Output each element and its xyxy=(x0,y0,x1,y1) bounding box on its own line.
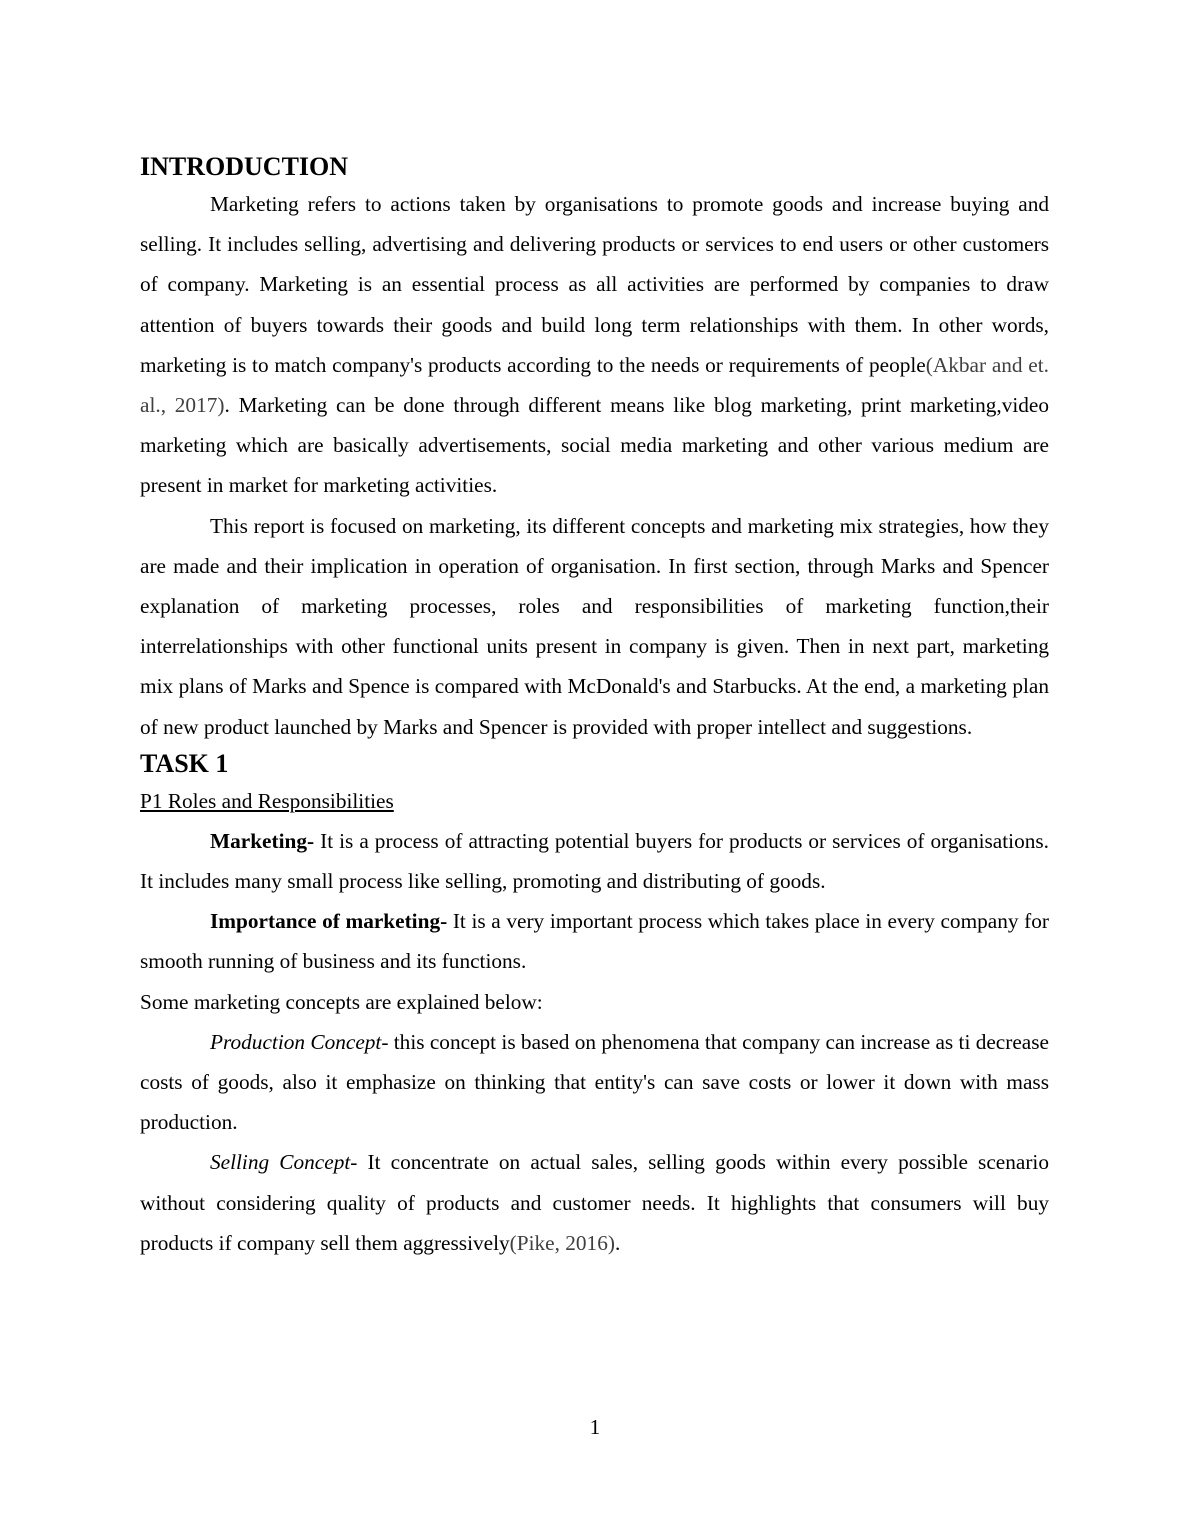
task-1-heading: TASK 1 xyxy=(140,748,229,778)
production-concept-text: this concept is based on phenomena that company can increase as ti decrease costs of goods, also it emphasize on thinking that entity's can save costs or lower it down with mass production. xyxy=(140,1029,1049,1135)
marketing-label: Marketing- xyxy=(210,828,315,853)
page-number: 1 xyxy=(589,1415,601,1439)
importance-paragraph xyxy=(140,901,1049,981)
intro-paragraph-2: This report is focused on marketing, its different concepts and marketing mix strategies, how they are made and their implication in operation of organisation. In first section, through Marks and Spencer explanation of marketing processes, roles and responsibilities of marketing function,their interrelationships with other functional units present in company is given. Then in next part, marketing mix plans of Marks and Spence is compared with McDonald's and Starbucks. At the end, a marketing plan of new product launched by Marks and Spencer is provided with proper intellect and suggestions. xyxy=(140,513,1049,739)
introduction-heading: INTRODUCTION xyxy=(140,152,349,181)
selling-concept-label: Selling Concept- xyxy=(210,1150,358,1175)
marketing-text: It is a process of attracting potential buyers for products or services of organisations. It includes many small process like selling, promoting and distributing of goods. xyxy=(140,828,1049,894)
citation-akbar: (Akbar and et. al., 2017) xyxy=(140,352,1050,418)
document-page xyxy=(140,150,1049,1263)
selling-concept-paragraph xyxy=(140,1142,1049,1263)
selling-concept-end: . xyxy=(614,1230,621,1255)
importance-text: It is a very important process which takes place in every company for smooth running of business and its functions. xyxy=(140,909,1049,974)
production-concept-label: Production Concept- xyxy=(210,1029,389,1054)
selling-concept-text: It concentrate on actual sales, selling goods within every possible scenario without considering quality of products and customer needs. It highlights that consumers will buy products if company sell them aggressively xyxy=(140,1150,1049,1255)
intro-p1-text: Marketing refers to actions taken by organisations to promote goods and increase buying and selling. It includes selling, advertising and delivering products or services to end users or other customers of company. Marketing is an essential process as all activities are performed by companies to draw attention of buyers towards their goods and build long term relationships with them. In other words, marketing is to match company's products according to the needs or requirements of people xyxy=(140,192,1049,377)
citation-pike: (Pike, 2016) xyxy=(509,1230,615,1255)
intro-paragraph-1 xyxy=(140,184,1049,506)
p1-subheading: P1 Roles and Responsibilities xyxy=(140,788,394,813)
concepts-intro: Some marketing concepts are explained below: xyxy=(140,989,543,1014)
production-concept-paragraph xyxy=(140,1022,1049,1143)
intro-p1-text-cont: . Marketing can be done through different means like blog marketing, print marketing,video marketing which are basically advertisements, social media marketing and other various medium are present in market for marketing activities. xyxy=(140,393,1050,498)
marketing-definition-paragraph xyxy=(140,821,1049,901)
importance-label: Importance of marketing- xyxy=(210,909,448,934)
